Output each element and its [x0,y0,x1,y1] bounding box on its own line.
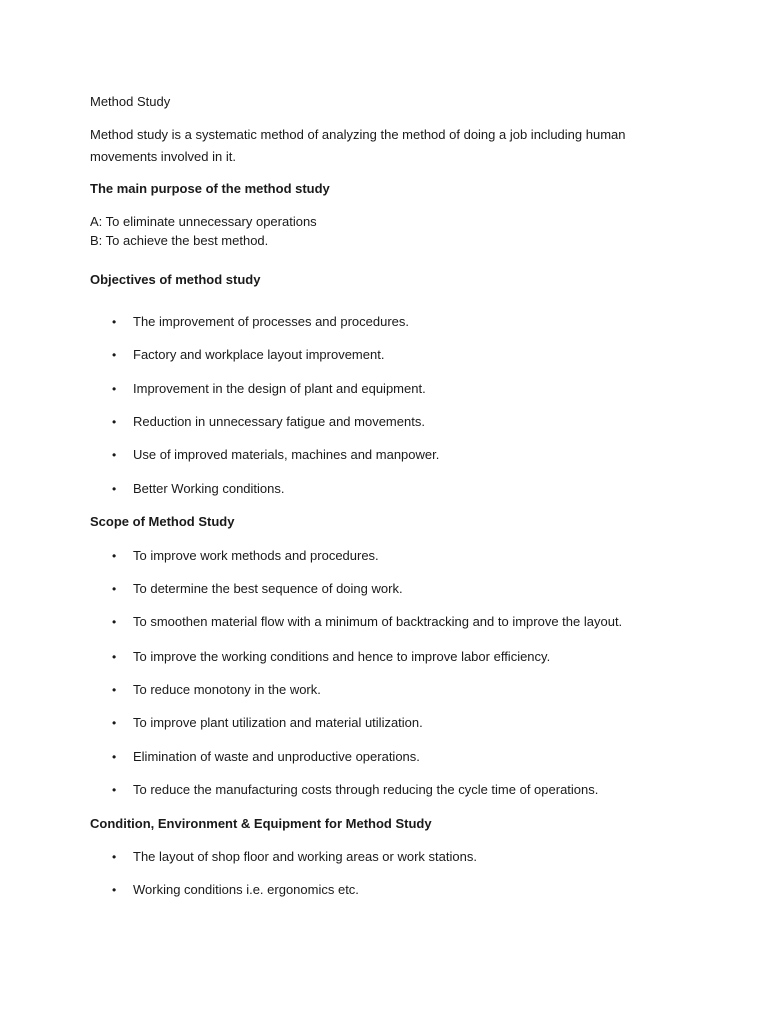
bullet-icon: • [112,850,117,864]
list-item [112,848,477,866]
bullet-icon: • [112,415,117,429]
purpose-a: A: To eliminate unnecessary operations [90,214,317,229]
condition-heading: Condition, Environment & Equipment for Method Study [90,816,432,831]
list-item [112,580,403,598]
list-item [112,346,384,364]
list-item [112,781,598,799]
list-item [112,446,439,464]
bullet-icon: • [112,716,117,730]
list-item [112,380,426,398]
list-item [112,413,425,431]
list-item-text: To determine the best sequence of doing work. [133,581,403,596]
list-item-text: Better Working conditions. [133,481,285,496]
bullet-icon: • [112,683,117,697]
list-item-text: To improve plant utilization and material utilization. [133,715,423,730]
list-item-text: To reduce monotony in the work. [133,682,321,697]
bullet-icon: • [112,549,117,563]
bullet-icon: • [112,315,117,329]
list-item [112,881,359,899]
bullet-icon: • [112,650,117,664]
list-item [112,480,285,498]
list-item-text: To reduce the manufacturing costs through reducing the cycle time of operations. [133,782,599,797]
list-item-text: Reduction in unnecessary fatigue and movements. [133,414,425,429]
list-item [112,748,420,766]
bullet-icon: • [112,448,117,462]
intro-paragraph: Method study is a systematic method of analyzing the method of doing a job including human movements involved in it. [90,127,626,164]
list-item-text: Elimination of waste and unproductive operations. [133,749,420,764]
list-item [112,714,423,732]
list-item-text: Factory and workplace layout improvement. [133,347,385,362]
list-item-text: To improve the working conditions and hence to improve labor efficiency. [133,649,551,664]
list-item [112,648,550,666]
bullet-icon: • [112,348,117,362]
list-item-text: Working conditions i.e. ergonomics etc. [133,882,359,897]
list-item [112,681,321,699]
list-item-text: Improvement in the design of plant and equipment. [133,381,426,396]
purpose-b: B: To achieve the best method. [90,233,269,248]
bullet-icon: • [112,883,117,897]
purpose-heading: The main purpose of the method study [90,181,330,196]
list-item-text: The layout of shop floor and working areas or work stations. [133,849,477,864]
list-item-text: To improve work methods and procedures. [133,548,379,563]
list-item [112,547,379,565]
bullet-icon: • [112,783,117,797]
bullet-icon: • [112,382,117,396]
bullet-icon: • [112,750,117,764]
bullet-icon: • [112,482,117,496]
document-title: Method Study [90,94,171,109]
list-item-text: The improvement of processes and procedures. [133,314,410,329]
scope-heading: Scope of Method Study [90,514,235,529]
list-item [112,313,409,331]
objectives-heading: Objectives of method study [90,272,261,287]
list-item-text: To smoothen material flow with a minimum of backtracking and to improve the layout. [133,614,623,629]
bullet-icon: • [112,582,117,596]
list-item-text: Use of improved materials, machines and manpower. [133,447,440,462]
bullet-icon: • [112,615,117,629]
list-item [112,613,622,631]
